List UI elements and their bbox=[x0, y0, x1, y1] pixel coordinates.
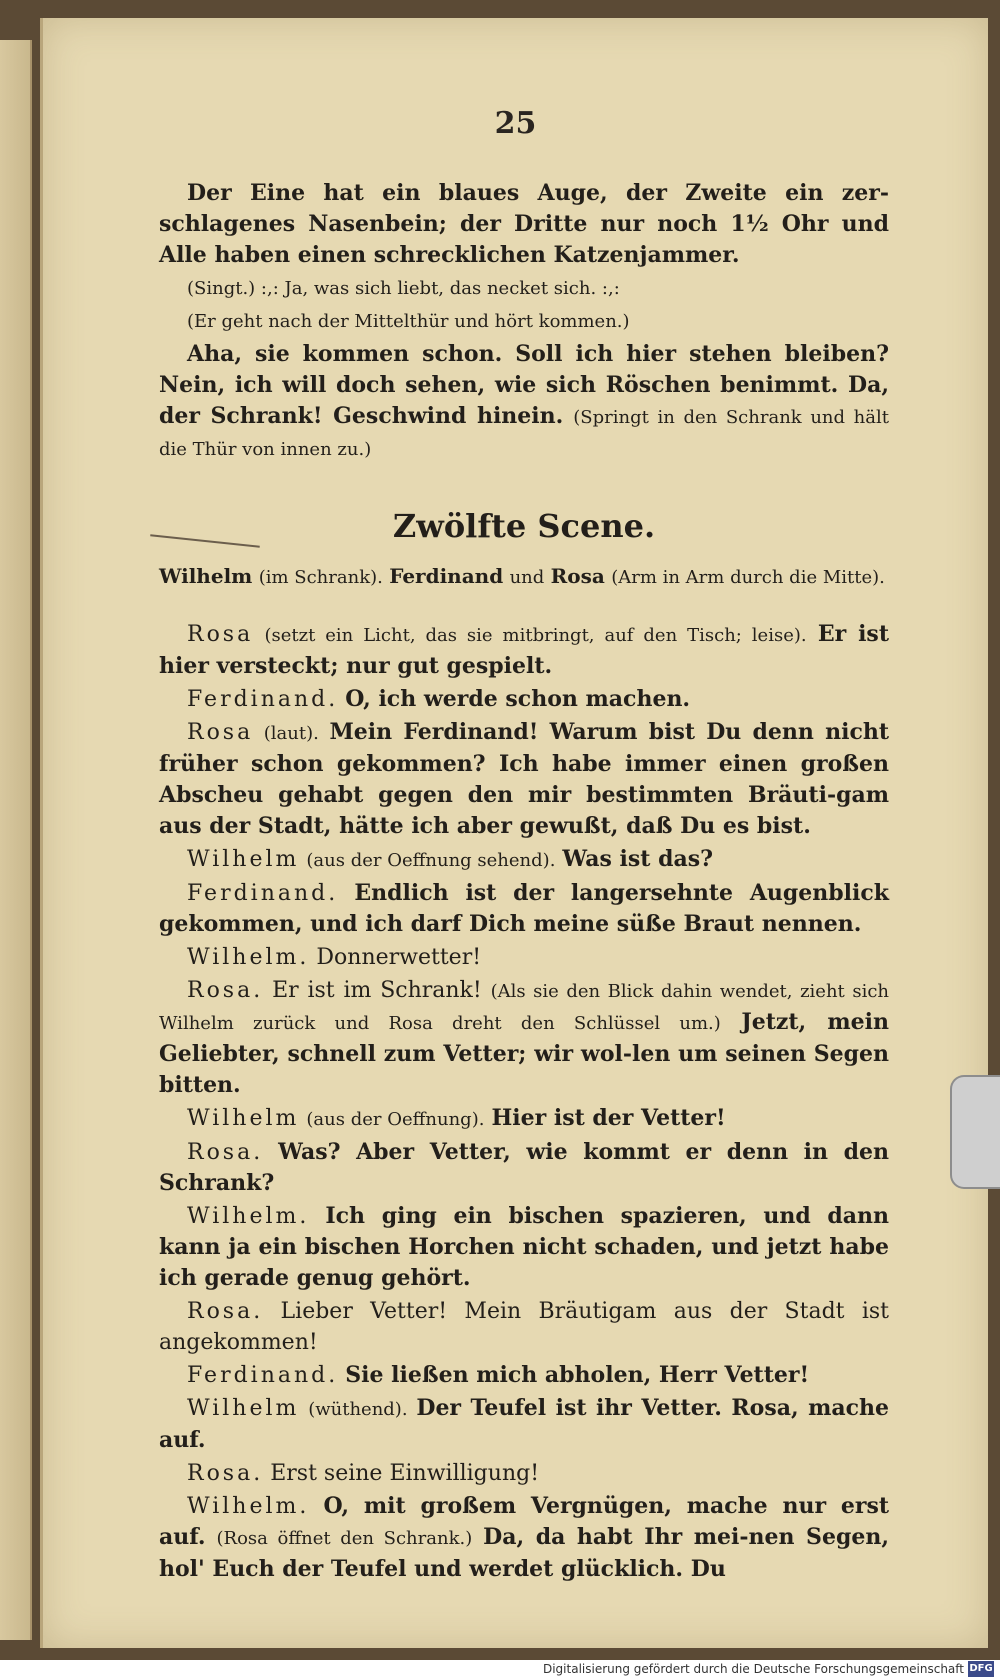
line-text: Donnerwetter! bbox=[316, 945, 482, 970]
stage-direction: (aus der Oeffnung sehend). bbox=[306, 850, 556, 871]
speaker: Wilhelm bbox=[187, 1396, 300, 1421]
scene-cast bbox=[159, 561, 889, 593]
footer-credit: Digitalisierung gefördert durch die Deutsche Forschungsgemeinschaft bbox=[542, 1662, 964, 1676]
line-text: Endlich ist der langersehnte Augenblick gekommen, und ich darf Dich meine süße Braut nennen. bbox=[159, 880, 889, 937]
speaker: Wilhelm bbox=[187, 1106, 300, 1131]
line-text: Er ist im Schrank! bbox=[272, 978, 482, 1003]
stage-direction: (Er geht nach der Mittelthür und hört kommen.) bbox=[187, 311, 630, 332]
dialogue-line bbox=[159, 1137, 889, 1199]
speaker: Wilhelm. bbox=[187, 1494, 310, 1519]
line-text: O, mit großem Vergnügen, mache nur erst auf. bbox=[159, 1493, 889, 1550]
page-number: 25 bbox=[494, 106, 537, 141]
line-text: Er ist hier versteckt; nur gut gespielt. bbox=[159, 621, 889, 679]
stage-direction: (laut). bbox=[263, 723, 319, 744]
stage-direction: (Singt.) :,: Ja, was sich liebt, das necket sich. :,: bbox=[187, 278, 620, 299]
speaker: Rosa. bbox=[187, 1461, 264, 1486]
footer-bar bbox=[0, 1660, 1000, 1680]
line-text: O, ich werde schon machen. bbox=[345, 686, 691, 712]
stage-direction: (aus der Oeffnung). bbox=[306, 1109, 485, 1130]
speaker: Wilhelm bbox=[187, 847, 300, 872]
stage-direction: (Springt in den Schrank und hält die Thür von innen zu.) bbox=[159, 407, 889, 460]
dialogue-line bbox=[159, 1491, 889, 1585]
dialogue-line bbox=[159, 844, 889, 876]
page-text bbox=[159, 178, 889, 1587]
book-page bbox=[40, 18, 988, 1648]
stage-direction: (Rosa öffnet den Schrank.) bbox=[216, 1528, 473, 1549]
dialogue-line bbox=[159, 684, 889, 715]
line-text: Mein Ferdinand! Warum bist Du denn nicht früher schon gekommen? Ich habe immer einen großen Abscheu gehabt gegen den mir bestimmten Bräuti-gam aus der Stadt, hätte ich aber gewußt, daß Du es bist. bbox=[159, 719, 890, 839]
stage-direction: (setzt ein Licht, das sie mitbringt, auf den Tisch; leise). bbox=[264, 625, 807, 646]
speaker: Rosa. bbox=[187, 1140, 264, 1165]
line-text: Der Teufel ist ihr Vetter. Rosa, mache auf. bbox=[159, 1395, 890, 1453]
line-text: Da, da habt Ihr mei-nen Segen, hol' Euch der Teufel und werdet glücklich. Du bbox=[159, 1524, 889, 1582]
dialogue-line bbox=[159, 1360, 889, 1391]
line-text: Lieber Vetter! Mein Bräutigam aus der Stadt ist angekommen! bbox=[159, 1299, 889, 1355]
speaker: Ferdinand. bbox=[187, 1363, 339, 1388]
dialogue-line bbox=[159, 1393, 889, 1456]
dialogue-line bbox=[159, 1201, 889, 1294]
dialogue-line bbox=[159, 975, 889, 1101]
line-text: Was? Aber Vetter, wie kommt er denn in den Schrank? bbox=[159, 1139, 889, 1196]
dialogue-line bbox=[159, 1103, 889, 1135]
cast-name: Ferdinand bbox=[389, 564, 504, 588]
speaker: Wilhelm. bbox=[187, 1204, 310, 1229]
cast-connector: und bbox=[509, 567, 545, 588]
cast-name: Wilhelm bbox=[159, 564, 253, 588]
paragraph: Der Eine hat ein blaues Auge, der Zweite ein zer-schlagenes Nasenbein; der Dritte nur noch 1½ Ohr und Alle haben einen schrecklichen Katzenjammer. bbox=[159, 180, 889, 268]
speaker: Rosa. bbox=[187, 1299, 264, 1324]
line-text: Erst seine Einwilligung! bbox=[270, 1461, 540, 1486]
line-text: Was ist das? bbox=[562, 846, 713, 872]
speaker: Rosa. bbox=[187, 978, 264, 1003]
speaker: Rosa bbox=[187, 622, 254, 647]
stage-direction: (wüthend). bbox=[308, 1399, 408, 1420]
dialogue-line bbox=[159, 717, 889, 842]
line-text: Jetzt, mein Geliebter, schnell zum Vetter; wir wol-len um seinen Segen bitten. bbox=[159, 1009, 889, 1098]
cast-stage: (im Schrank). bbox=[258, 567, 383, 588]
cast-name: Rosa bbox=[550, 564, 605, 588]
speaker: Ferdinand. bbox=[187, 687, 339, 712]
paragraph-text: Aha, sie kommen schon. Soll ich hier stehen bleiben? Nein, ich will doch sehen, wie sich Röschen benimmt. Da, der Schrank! Geschwind hinein. bbox=[159, 341, 889, 429]
line-text: Hier ist der Vetter! bbox=[491, 1105, 726, 1131]
speaker: Rosa bbox=[187, 720, 254, 745]
paragraph bbox=[159, 339, 889, 465]
line-text: Ich ging ein bischen spazieren, und dann kann ja ein bischen Horchen nicht schaden, und jetzt habe ich gerade genug gehört. bbox=[159, 1203, 889, 1291]
speaker: Wilhelm. bbox=[187, 945, 310, 970]
scene-title: Zwölfte Scene. bbox=[392, 507, 656, 545]
previous-page-edge bbox=[0, 40, 32, 1640]
dialogue-line bbox=[159, 878, 889, 940]
dialogue-line bbox=[159, 619, 889, 682]
stage-direction: (Als sie den Blick dahin wendet, zieht sich Wilhelm zurück und Rosa dreht den Schlüssel um.) bbox=[159, 981, 890, 1034]
speaker: Ferdinand. bbox=[187, 881, 339, 906]
cast-stage: (Arm in Arm durch die Mitte). bbox=[611, 567, 885, 588]
line-text: Sie ließen mich abholen, Herr Vetter! bbox=[345, 1362, 810, 1388]
dfg-logo-icon: DFG bbox=[968, 1661, 994, 1677]
dialogue-line bbox=[159, 942, 889, 973]
dialogue-line bbox=[159, 1296, 889, 1358]
dialogue-line bbox=[159, 1458, 889, 1489]
page-clip bbox=[950, 1075, 1000, 1189]
